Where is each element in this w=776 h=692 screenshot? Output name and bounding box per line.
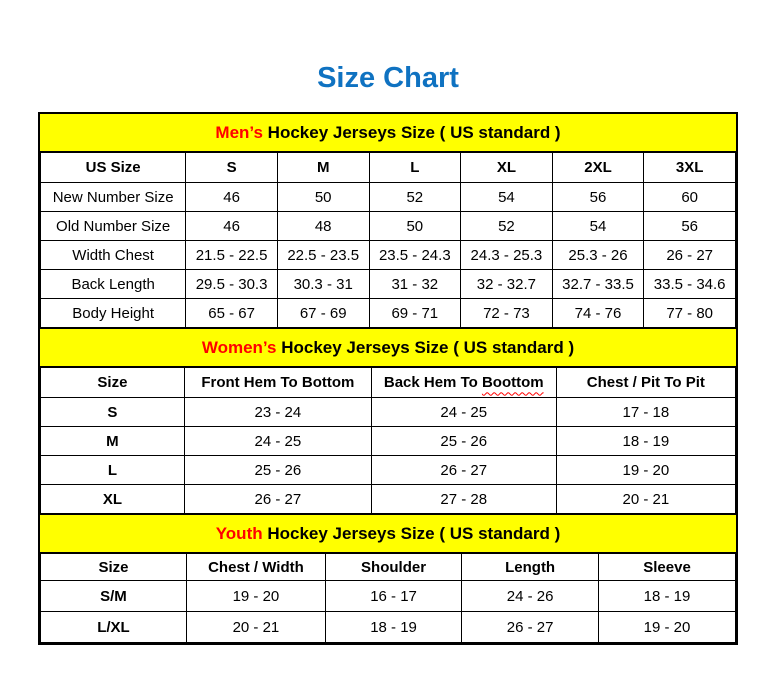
row-label: XL (41, 485, 185, 514)
value-cell: 56 (552, 183, 644, 212)
row-label: L (41, 456, 185, 485)
value-cell: 65 - 67 (186, 299, 278, 328)
row-label: Back Length (41, 270, 186, 299)
value-cell: 23.5 - 24.3 (369, 241, 461, 270)
column-header: L (369, 153, 461, 183)
table-row (41, 427, 736, 456)
column-header: Chest / Pit To Pit (556, 368, 735, 398)
row-label: S (41, 398, 185, 427)
value-cell: 20 - 21 (556, 485, 735, 514)
value-cell: 26 - 27 (644, 241, 736, 270)
youth-band-text: Hockey Jerseys Size ( US standard ) (262, 524, 561, 544)
value-cell: 72 - 73 (461, 299, 553, 328)
table-header-row (41, 368, 736, 398)
value-cell: 67 - 69 (277, 299, 369, 328)
back-hem-prefix: Back Hem To (383, 374, 482, 392)
value-cell: 17 - 18 (556, 398, 735, 427)
value-cell: 19 - 20 (186, 581, 325, 612)
column-header: Size (41, 368, 185, 398)
youth-section-band (40, 514, 736, 553)
value-cell: 30.3 - 31 (277, 270, 369, 299)
value-cell: 26 - 27 (371, 456, 556, 485)
womens-band-text: Hockey Jerseys Size ( US standard ) (276, 338, 575, 358)
table-header-row (41, 153, 736, 183)
value-cell: 50 (369, 212, 461, 241)
youth-size-table (40, 553, 736, 643)
value-cell: 23 - 24 (184, 398, 371, 427)
column-header: US Size (41, 153, 186, 183)
column-header: S (186, 153, 278, 183)
column-header: Length (462, 554, 599, 581)
value-cell: 18 - 19 (325, 612, 461, 643)
value-cell: 33.5 - 34.6 (644, 270, 736, 299)
column-header: M (277, 153, 369, 183)
column-header: XL (461, 153, 553, 183)
column-header: Front Hem To Bottom (184, 368, 371, 398)
column-header: Chest / Width (186, 554, 325, 581)
value-cell: 46 (186, 212, 278, 241)
value-cell: 24.3 - 25.3 (461, 241, 553, 270)
table-header-row (41, 554, 736, 581)
value-cell: 20 - 21 (186, 612, 325, 643)
table-row (41, 241, 736, 270)
value-cell: 22.5 - 23.5 (277, 241, 369, 270)
value-cell: 32 - 32.7 (461, 270, 553, 299)
value-cell: 52 (461, 212, 553, 241)
spellcheck-squiggle-word: Boottom (481, 374, 544, 392)
value-cell: 25 - 26 (184, 456, 371, 485)
table-row (41, 212, 736, 241)
value-cell: 31 - 32 (369, 270, 461, 299)
value-cell: 48 (277, 212, 369, 241)
column-header-misspelled (371, 368, 556, 398)
value-cell: 69 - 71 (369, 299, 461, 328)
row-label: Body Height (41, 299, 186, 328)
value-cell: 24 - 25 (184, 427, 371, 456)
value-cell: 50 (277, 183, 369, 212)
value-cell: 54 (461, 183, 553, 212)
value-cell: 21.5 - 22.5 (186, 241, 278, 270)
table-row (41, 485, 736, 514)
value-cell: 54 (552, 212, 644, 241)
value-cell: 26 - 27 (184, 485, 371, 514)
value-cell: 16 - 17 (325, 581, 461, 612)
value-cell: 60 (644, 183, 736, 212)
mens-accent-word: Men’s (215, 123, 263, 143)
table-row (41, 612, 736, 643)
table-row (41, 299, 736, 328)
value-cell: 52 (369, 183, 461, 212)
table-row (41, 398, 736, 427)
value-cell: 27 - 28 (371, 485, 556, 514)
value-cell: 24 - 26 (462, 581, 599, 612)
value-cell: 26 - 27 (462, 612, 599, 643)
column-header: Sleeve (599, 554, 736, 581)
value-cell: 29.5 - 30.3 (186, 270, 278, 299)
womens-section-band (40, 328, 736, 367)
row-label: Old Number Size (41, 212, 186, 241)
value-cell: 25 - 26 (371, 427, 556, 456)
column-header: Shoulder (325, 554, 461, 581)
womens-size-table (40, 367, 736, 514)
row-label: Width Chest (41, 241, 186, 270)
column-header: 2XL (552, 153, 644, 183)
row-label: M (41, 427, 185, 456)
table-row (41, 581, 736, 612)
page-title: Size Chart (317, 62, 459, 94)
womens-accent-word: Women’s (201, 338, 277, 358)
value-cell: 32.7 - 33.5 (552, 270, 644, 299)
column-header: Size (41, 554, 187, 581)
column-header: 3XL (644, 153, 736, 183)
row-label: New Number Size (41, 183, 186, 212)
table-row (41, 183, 736, 212)
table-row (41, 456, 736, 485)
table-row (41, 270, 736, 299)
mens-band-text: Hockey Jerseys Size ( US standard ) (262, 123, 561, 143)
value-cell: 25.3 - 26 (552, 241, 644, 270)
size-chart (38, 112, 738, 645)
mens-size-table (40, 152, 736, 328)
mens-section-band (40, 114, 736, 152)
value-cell: 19 - 20 (556, 456, 735, 485)
value-cell: 77 - 80 (644, 299, 736, 328)
row-label: S/M (41, 581, 187, 612)
value-cell: 74 - 76 (552, 299, 644, 328)
value-cell: 19 - 20 (599, 612, 736, 643)
row-label: L/XL (41, 612, 187, 643)
value-cell: 24 - 25 (371, 398, 556, 427)
value-cell: 18 - 19 (599, 581, 736, 612)
value-cell: 56 (644, 212, 736, 241)
youth-accent-word: Youth (215, 524, 263, 544)
value-cell: 18 - 19 (556, 427, 735, 456)
value-cell: 46 (186, 183, 278, 212)
